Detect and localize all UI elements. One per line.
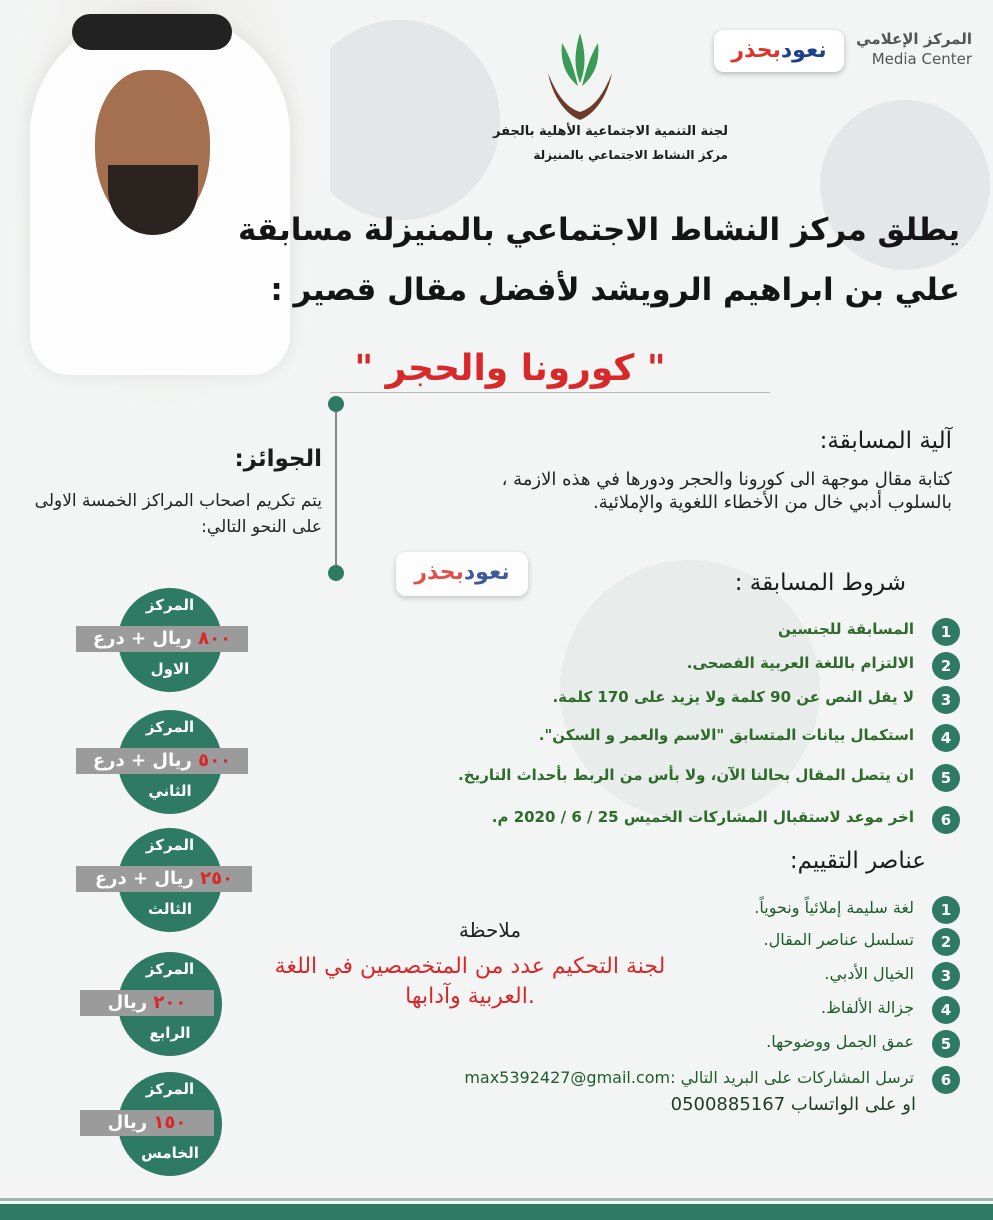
item-number: 4 [932, 996, 960, 1024]
prize-place: الثالث [147, 900, 193, 918]
prize-reward: ريال [107, 1112, 148, 1133]
condition-text: لا يقل النص عن 90 كلمة ولا يزيد على 170 كلمة. [552, 688, 914, 706]
evaluation-text: جزالة الألفاظ. [821, 998, 914, 1017]
evaluation-text: الخيال الأدبي. [824, 964, 914, 983]
divider [330, 392, 770, 393]
prize-label: المركز [145, 960, 195, 978]
prize-place: الرابع [149, 1024, 191, 1042]
prize-reward: ريال [107, 992, 148, 1013]
media-center-en: Media Center [871, 50, 972, 68]
prize-amount-bar [80, 1110, 214, 1136]
prize-label: المركز [145, 1080, 195, 1098]
condition-item [430, 686, 960, 716]
prize-amount: ٨٠٠ [198, 628, 232, 649]
item-number: 6 [932, 1066, 960, 1094]
prize-amount-bar [76, 626, 248, 652]
mechanism-text: كتابة مقال موجهة الى كورونا والحجر ودورها في هذه الازمة ، بالسلوب أدبي خال من الأخطاء اللغوية والإملائية. [501, 469, 952, 513]
prize-amount: ٢٥٠ [200, 868, 234, 889]
condition-item [430, 652, 960, 682]
item-number: 3 [932, 962, 960, 990]
headline-line1: يطلق مركز النشاط الاجتماعي بالمنيزلة مسابقة [237, 212, 960, 248]
prize-amount-bar [76, 866, 252, 892]
item-number: 2 [932, 928, 960, 956]
prizes-heading: الجوائز: [234, 446, 322, 472]
timeline-line [335, 404, 337, 574]
item-number: 4 [932, 724, 960, 752]
mechanism-heading: آلية المسابقة: [819, 428, 952, 454]
item-number: 3 [932, 686, 960, 714]
campaign-badge: نعودبحذر [714, 30, 844, 72]
prize-label: المركز [145, 836, 195, 854]
evaluation-text: لغة سليمة إملائياً ونحوياً. [754, 898, 914, 917]
prize-place: الخامس [141, 1144, 199, 1162]
evaluation-item [430, 1030, 960, 1060]
campaign-badge: نعودبحذر [396, 552, 528, 596]
item-number: 2 [932, 652, 960, 680]
org-name-line1: لجنة التنمية الاجتماعية الأهلية بالجفر [493, 124, 728, 139]
footer-line [0, 1198, 993, 1201]
condition-item [430, 724, 960, 754]
evaluation-text: تسلسل عناصر المقال. [763, 930, 914, 949]
condition-text: الالتزام باللغة العربية الفصحى. [686, 654, 914, 672]
prize-place: الاول [150, 660, 190, 678]
prize-label: المركز [145, 718, 195, 736]
condition-text: اخر موعد لاستقبال المشاركات الخميس 25 / 6 / 2020 م. [491, 808, 914, 826]
item-number: 1 [932, 896, 960, 924]
headline-line2: علي بن ابراهيم الرويشد لأفضل مقال قصير : [270, 272, 960, 308]
prize-reward: ريال + درع [94, 868, 194, 889]
prizes-text: يتم تكريم اصحاب المراكز الخمسة الاولى على النحو التالي: [34, 491, 322, 537]
prize-reward: ريال + درع [92, 750, 192, 771]
timeline-dot [328, 396, 344, 412]
footer-bar [0, 1204, 993, 1220]
prize-label: المركز [145, 596, 195, 614]
prize-amount: ١٥٠ [153, 1112, 187, 1133]
timeline-dot [328, 565, 344, 581]
org-name-line2: مركز النشاط الاجتماعي بالمنيزلة [533, 148, 728, 162]
item-number: 1 [932, 618, 960, 646]
evaluation-text: عمق الجمل ووضوحها. [766, 1032, 914, 1051]
prize-place: الثاني [148, 782, 192, 800]
note-heading: ملاحظة [458, 918, 522, 942]
item-number: 6 [932, 806, 960, 834]
condition-text: المسابقة للجنسين [777, 620, 914, 638]
item-number: 5 [932, 764, 960, 792]
organization-logo-icon [540, 28, 620, 123]
evaluation-item [430, 1066, 960, 1096]
condition-item [430, 806, 960, 836]
prize-amount-bar [80, 990, 214, 1016]
conditions-heading: شروط المسابقة : [734, 570, 906, 596]
prize-amount: ٢٠٠ [153, 992, 187, 1013]
condition-text: استكمال بيانات المتسابق "الاسم والعمر و السكن". [538, 726, 914, 744]
prize-reward: ريال + درع [92, 628, 192, 649]
prize-amount-bar [76, 748, 248, 774]
whatsapp-contact: او على الواتساب 0500885167 [670, 1094, 916, 1115]
condition-item [430, 764, 960, 794]
bg-virus-shape [300, 20, 500, 220]
evaluation-text: ترسل المشاركات على البريد التالي :max5392427@gmail.com [464, 1068, 914, 1087]
note-text: لجنة التحكيم عدد من المتخصصين في اللغة العربية وآدابها. [274, 954, 666, 1009]
condition-item [430, 618, 960, 648]
item-number: 5 [932, 1030, 960, 1058]
condition-text: ان يتصل المقال بحالنا الآن، ولا بأس من الربط بأحداث التاريخ. [458, 766, 914, 784]
media-center-ar: المركز الإعلامي [856, 30, 972, 48]
competition-topic: " كورونا والحجر " [354, 348, 666, 389]
prize-amount: ٥٠٠ [198, 750, 232, 771]
evaluation-heading: عناصر التقييم: [789, 848, 926, 874]
